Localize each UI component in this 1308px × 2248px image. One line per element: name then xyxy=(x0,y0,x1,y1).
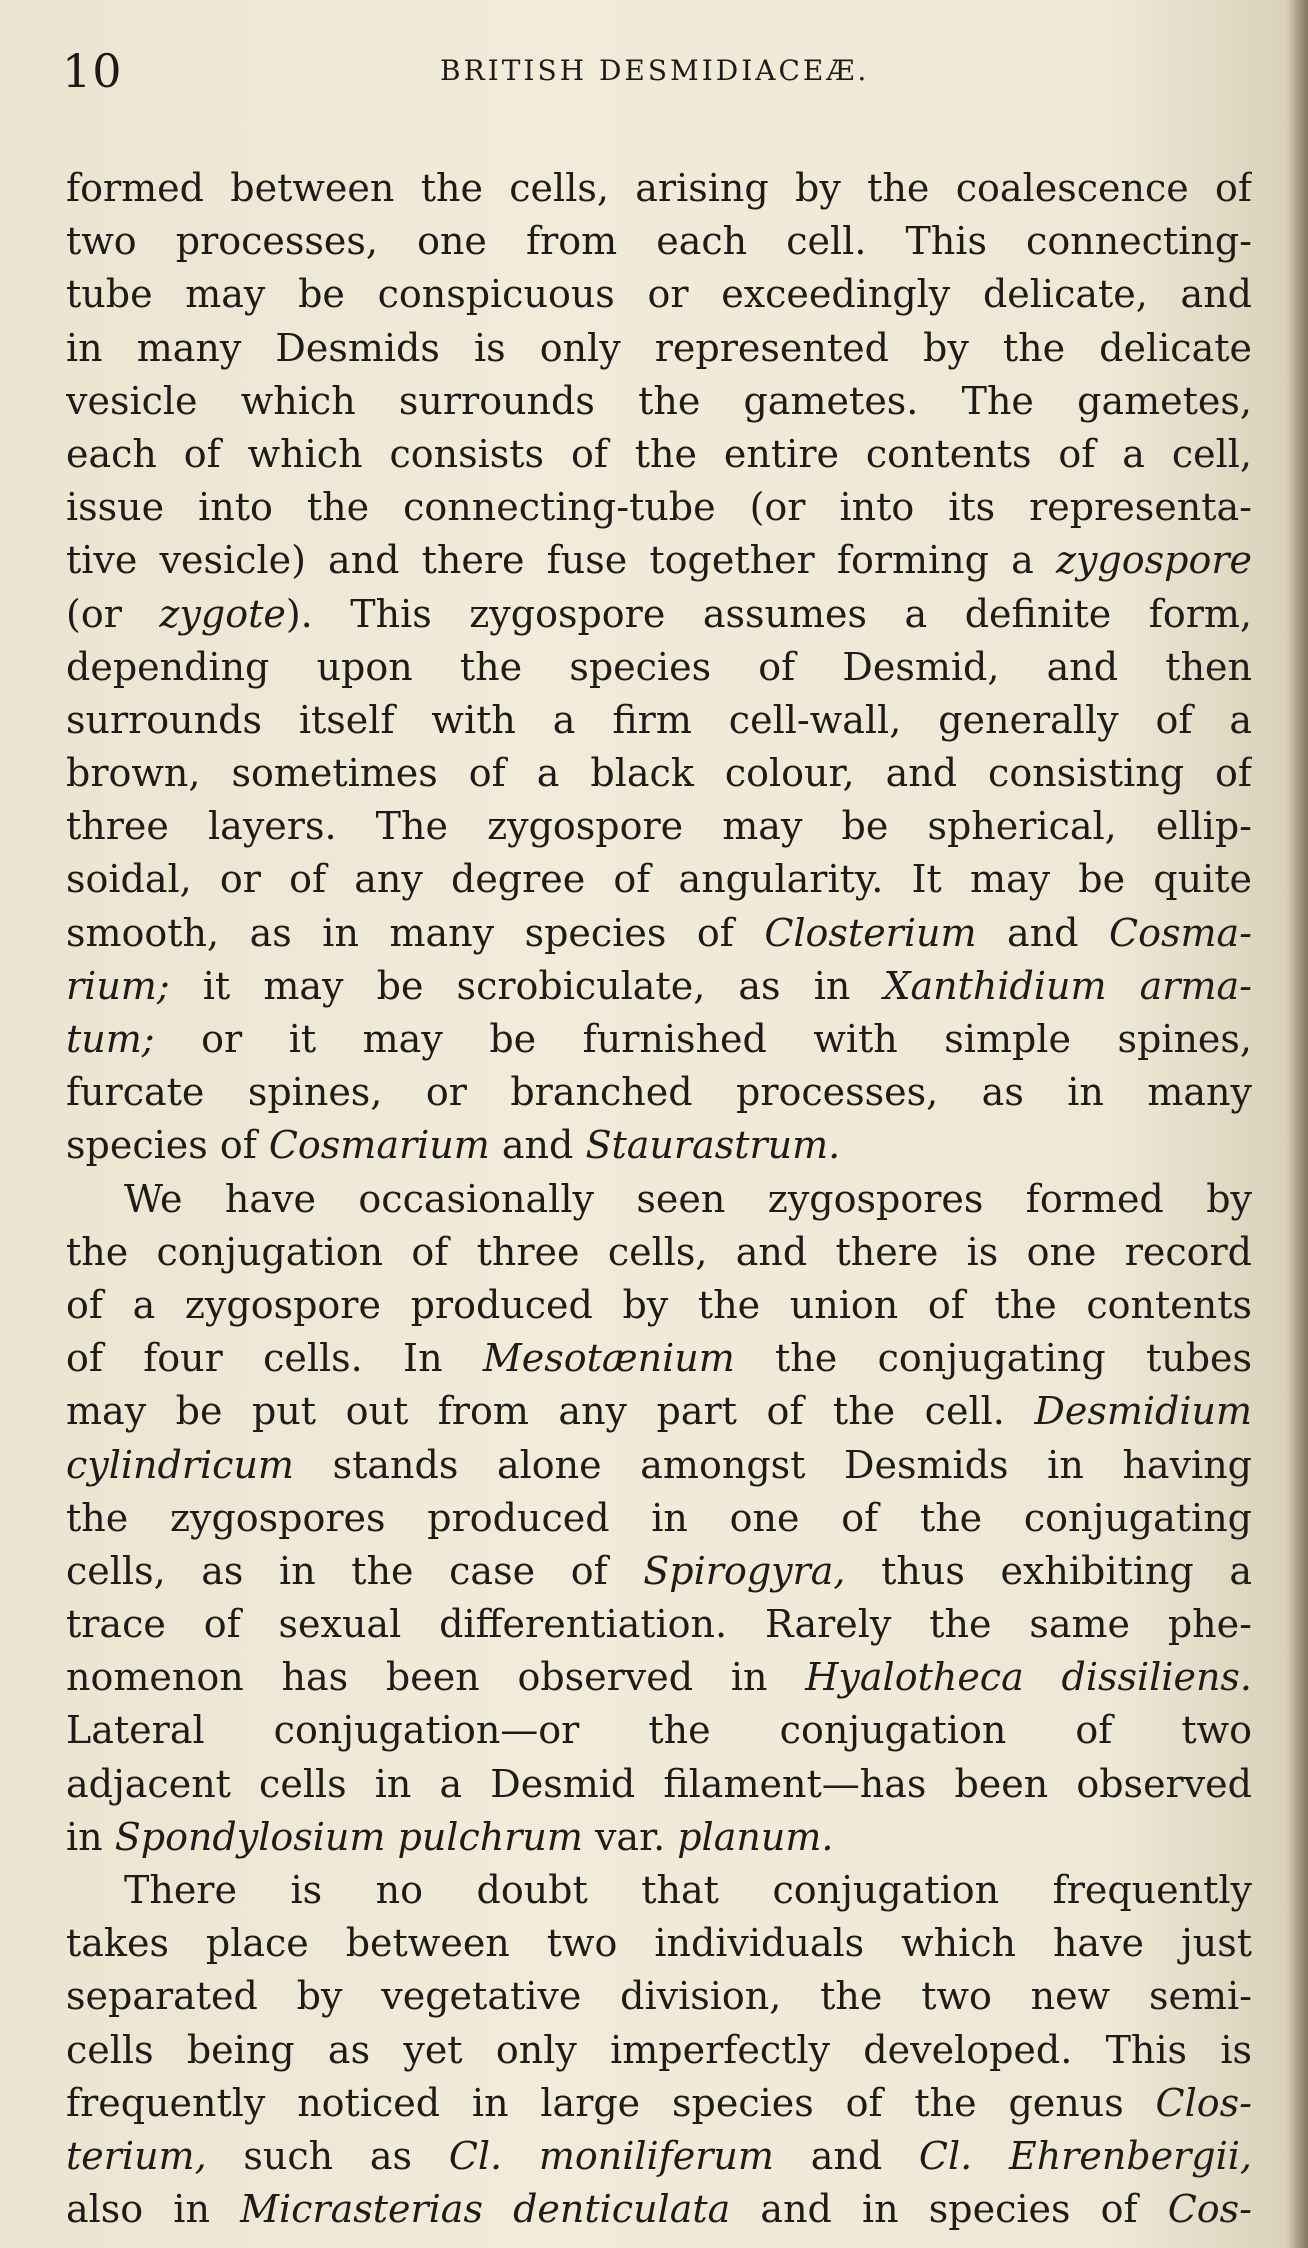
text-line: We have occasionally seen zygospores formed by xyxy=(124,1176,1252,1221)
text-line: takes place between two individuals which have just xyxy=(66,1921,1252,1966)
text-line: There is no doubt that conjugation frequently xyxy=(124,1868,1252,1912)
page-number: 10 xyxy=(62,44,123,98)
text-line: of a zygospore produced by the union of the contents xyxy=(66,1282,1252,1327)
text-line: cells, as in the case of Spirogyra, thus exhibiting a xyxy=(66,1548,1252,1593)
text-line: three layers. The zygospore may be spherical, ellip- xyxy=(66,804,1252,849)
text-line: brown, sometimes of a black colour, and consisting of xyxy=(66,751,1252,796)
text-line: tum; or it may be furnished with simple spines, xyxy=(66,1017,1252,1061)
text-line: terium, such as Cl. moniliferum and Cl. Ehrenbergii, xyxy=(66,2133,1252,2178)
text-line: of four cells. In Mesotænium the conjugating tubes xyxy=(66,1336,1252,1381)
text-line: species of Cosmarium and Staurastrum. xyxy=(66,1123,841,1168)
text-line: cells being as yet only imperfectly developed. This is xyxy=(66,2027,1252,2072)
running-head: BRITISH DESMIDIACEÆ. xyxy=(440,54,870,87)
text-line: depending upon the species of Desmid, and then xyxy=(66,644,1252,689)
text-line: nomenon has been observed in Hyalotheca dissiliens. xyxy=(66,1655,1252,1700)
text-line: also in Micrasterias denticulata and in species of Cos- xyxy=(66,2187,1252,2232)
text-line: adjacent cells in a Desmid filament—has been observed xyxy=(66,1761,1252,1806)
text-line: (or zygote). This zygospore assumes a definite form, xyxy=(66,591,1252,636)
page-header xyxy=(0,38,1308,108)
text-line: trace of sexual differentiation. Rarely the same phe- xyxy=(66,1602,1252,1647)
text-line: the zygospores produced in one of the conjugating xyxy=(66,1495,1252,1540)
text-line: separated by vegetative division, the two new semi- xyxy=(66,1974,1252,2019)
text-line: soidal, or of any degree of angularity. It may be quite xyxy=(66,857,1252,902)
text-line: formed between the cells, arising by the coalescence of xyxy=(66,166,1252,210)
text-line: cylindricum stands alone amongst Desmids in having xyxy=(66,1442,1252,1487)
text-line: frequently noticed in large species of the genus Clos- xyxy=(66,2080,1252,2125)
text-line: tive vesicle) and there fuse together forming a zygospore xyxy=(66,538,1252,583)
text-line: the conjugation of three cells, and there is one record xyxy=(66,1229,1252,1274)
text-line: in Spondylosium pulchrum var. planum. xyxy=(66,1814,834,1859)
text-line: issue into the connecting-tube (or into its representa- xyxy=(66,485,1252,530)
text-line: in many Desmids is only represented by the delicate xyxy=(66,325,1252,370)
text-line: surrounds itself with a firm cell-wall, generally of a xyxy=(66,697,1252,742)
text-line: rium; it may be scrobiculate, as in Xanthidium arma- xyxy=(66,963,1252,1008)
text-line: Lateral conjugation—or the conjugation of two xyxy=(66,1708,1252,1753)
text-line: vesicle which surrounds the gametes. The gametes, xyxy=(66,378,1252,423)
body-text xyxy=(66,162,1252,2236)
text-line: tube may be conspicuous or exceedingly delicate, and xyxy=(66,272,1252,317)
text-line: smooth, as in many species of Closterium and Cosma- xyxy=(66,910,1252,955)
text-line: may be put out from any part of the cell. Desmidium xyxy=(66,1389,1252,1434)
text-line: two processes, one from each cell. This connecting- xyxy=(66,219,1252,264)
text-line: each of which consists of the entire contents of a cell, xyxy=(66,431,1252,476)
text-line: furcate spines, or branched processes, as in many xyxy=(66,1070,1252,1115)
